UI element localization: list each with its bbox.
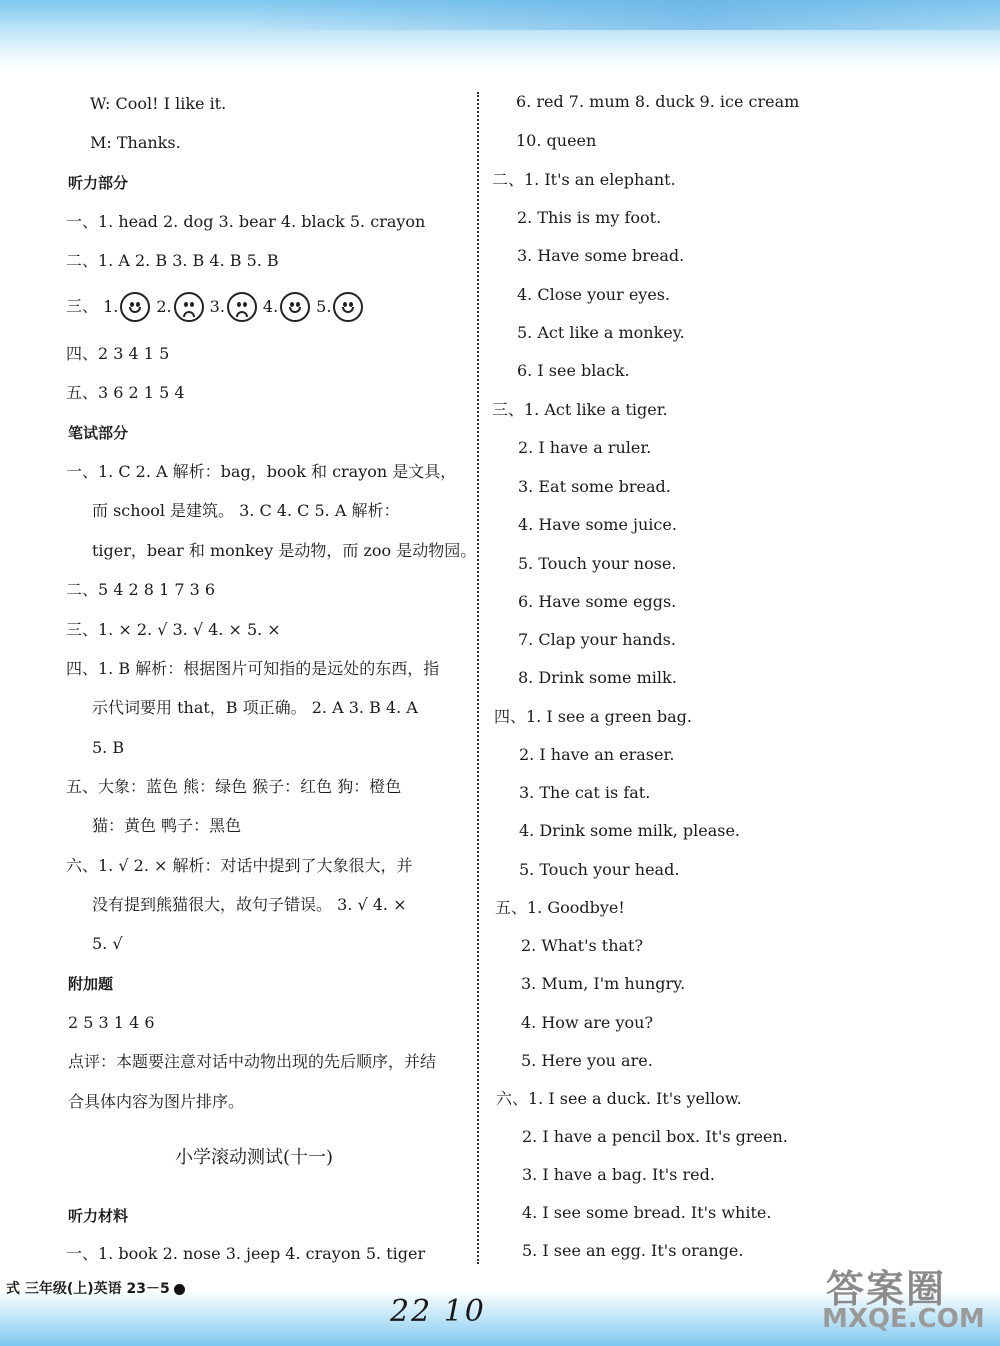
right-answer-line: 3. Have some bread.: [517, 246, 685, 265]
footer-grade-label: 式 三年级(上)英语 23－5: [6, 1281, 170, 1297]
right-answer-line: 6. I see black.: [517, 361, 630, 380]
left-answer-line: 示代词要用 that，B 项正确。 2. A 3. B 4. A: [92, 698, 418, 717]
right-answer-line: 5. Here you are.: [521, 1051, 653, 1070]
left-answer-line: 而 school 是建筑。 3. C 4. C 5. A 解析：: [92, 501, 400, 520]
footer-label: [6, 1278, 185, 1298]
right-answer-line: 3. The cat is fat.: [519, 783, 651, 802]
left-answer-line: 二、1. A 2. B 3. B 4. B 5. B: [66, 251, 279, 270]
right-answer-line: 五、1. Goodbye!: [495, 898, 625, 917]
left-answer-line: tiger，bear 和 monkey 是动物，而 zoo 是动物园。: [92, 541, 477, 560]
handwritten-page-number: 22 10: [390, 1294, 486, 1329]
right-answer-line: 2. I have a pencil box. It's green.: [522, 1127, 788, 1146]
section-heading: 附加题: [68, 975, 114, 993]
left-answer-line: 点评：本题要注意对话中动物出现的先后顺序，并结: [68, 1052, 437, 1071]
right-answer-line: 2. This is my foot.: [517, 208, 662, 227]
right-answer-line: 5. Act like a monkey.: [517, 323, 685, 342]
face-item-label: 4.: [262, 296, 279, 316]
left-answer-line: 五、3 6 2 1 5 4: [66, 383, 185, 402]
right-answer-line: 三、1. Act like a tiger.: [492, 400, 668, 419]
left-answer-line: 2 5 3 1 4 6: [68, 1013, 155, 1032]
right-answer-line: 6. Have some eggs.: [518, 592, 677, 611]
face-item-label: 5.: [316, 296, 332, 316]
faces-row-prefix: 三、: [66, 296, 99, 316]
section-heading: 笔试部分: [68, 424, 129, 442]
faces-answer-row: [66, 292, 369, 322]
right-answer-line: 4. I see some bread. It's white.: [522, 1203, 772, 1222]
smiley-face-icon: [280, 292, 310, 322]
section-heading: 听力部分: [68, 174, 129, 192]
left-answer-line: 四、2 3 4 1 5: [66, 344, 170, 363]
right-answer-line: 2. I have a ruler.: [518, 438, 652, 457]
face-item-label: 1.: [103, 296, 119, 316]
section-heading: 听力材料: [68, 1207, 129, 1225]
right-answer-line: 4. Have some juice.: [518, 515, 677, 534]
left-answer-line: 五、大象：蓝色 熊：绿色 猴子：红色 狗：橙色: [66, 777, 402, 796]
right-answer-line: 3. Mum, I'm hungry.: [521, 974, 686, 993]
face-item-label: 2.: [156, 296, 172, 316]
section-title: 小学滚动测试(十一): [175, 1147, 334, 1168]
right-answer-line: 4. Close your eyes.: [517, 285, 671, 304]
right-answer-line: 六、1. I see a duck. It's yellow.: [496, 1089, 742, 1108]
right-answer-line: 5. Touch your nose.: [518, 554, 677, 573]
footer-dot-icon: [174, 1284, 185, 1295]
smiley-face-icon: [120, 292, 150, 322]
column-divider: [477, 92, 479, 1264]
watermark-url: MXQE.COM: [822, 1304, 985, 1334]
smiley-face-icon: [333, 292, 363, 322]
left-answer-line: 合具体内容为图片排序。: [68, 1092, 245, 1111]
left-answer-line: W: Cool! I like it.: [90, 94, 227, 113]
face-item-label: 3.: [209, 296, 225, 316]
left-answer-line: 5. √: [92, 934, 123, 953]
left-answer-line: M: Thanks.: [90, 133, 181, 152]
right-answer-line: 5. I see an egg. It's orange.: [522, 1241, 744, 1260]
right-answer-line: 4. How are you?: [521, 1013, 654, 1032]
right-answer-line: 2. I have an eraser.: [519, 745, 675, 764]
sad-face-icon: [174, 292, 204, 322]
right-answer-line: 7. Clap your hands.: [518, 630, 676, 649]
right-answer-line: 二、1. It's an elephant.: [492, 170, 676, 189]
left-answer-line: 没有提到熊猫很大，故句子错误。 3. √ 4. ×: [92, 895, 407, 914]
watermark: [818, 1258, 996, 1342]
top-decorative-band: [0, 0, 1000, 70]
left-answer-line: 一、1. C 2. A 解析：bag，book 和 crayon 是文具，: [66, 462, 457, 481]
right-answer-line: 3. I have a bag. It's red.: [522, 1165, 715, 1184]
left-answer-line: 四、1. B 解析：根据图片可知指的是远处的东西，指: [66, 659, 440, 678]
right-answer-line: 四、1. I see a green bag.: [494, 707, 692, 726]
right-answer-line: 8. Drink some milk.: [518, 668, 677, 687]
left-answer-line: 六、1. √ 2. × 解析：对话中提到了大象很大，并: [66, 856, 413, 875]
left-answer-line: 一、1. book 2. nose 3. jeep 4. crayon 5. tiger: [66, 1244, 426, 1263]
left-answer-line: 5. B: [92, 738, 125, 757]
left-answer-line: 三、1. × 2. √ 3. √ 4. × 5. ×: [66, 620, 281, 639]
right-answer-line: 4. Drink some milk, please.: [519, 821, 741, 840]
right-answer-line: 2. What's that?: [521, 936, 644, 955]
sad-face-icon: [227, 292, 257, 322]
right-answer-line: 10. queen: [516, 131, 597, 150]
left-answer-line: 二、5 4 2 8 1 7 3 6: [66, 580, 216, 599]
left-answer-line: 一、1. head 2. dog 3. bear 4. black 5. crayon: [66, 212, 426, 231]
right-answer-line: 5. Touch your head.: [519, 860, 680, 879]
watermark-logo: 答案圈: [826, 1267, 947, 1311]
right-answer-line: 6. red 7. mum 8. duck 9. ice cream: [516, 92, 800, 111]
right-answer-line: 3. Eat some bread.: [518, 477, 671, 496]
left-answer-line: 猫：黄色 鸭子：黑色: [92, 816, 242, 835]
